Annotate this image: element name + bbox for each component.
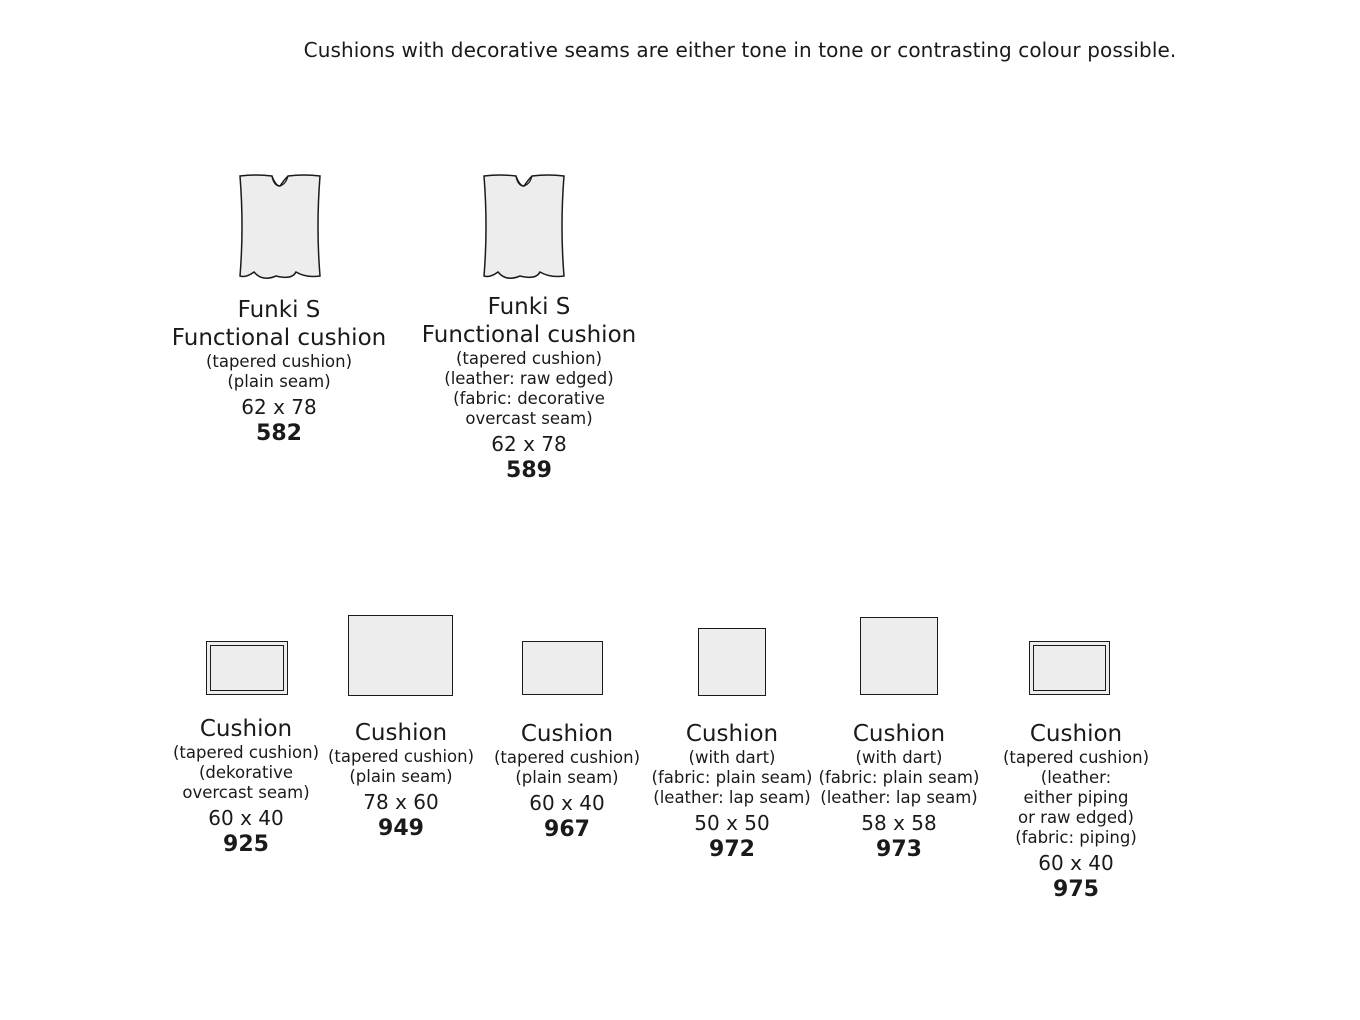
cushion-972-shape-icon (698, 628, 766, 696)
item-title: Cushion (1029, 721, 1123, 747)
funki-s-582-pillow-icon (236, 172, 324, 282)
item-detail: (fabric: decorative (453, 389, 605, 408)
item-detail: overcast seam) (465, 409, 593, 428)
item-dimensions: 58 x 58 (861, 811, 937, 835)
page-note: Cushions with decorative seams are either tone in tone or contrasting colour possible. (303, 38, 1177, 62)
item-detail: (leather: raw edged) (444, 369, 614, 388)
item-detail: (dekorative (199, 763, 293, 782)
cushion-925-caption (173, 715, 319, 859)
cushion-975-caption (1003, 720, 1149, 904)
funki-s-589-pillow-icon (480, 172, 568, 282)
cushion-973-caption (819, 720, 980, 864)
item-subtitle: Functional cushion (171, 325, 387, 351)
item-subtitle: Functional cushion (421, 322, 637, 348)
item-dimensions: 50 x 50 (694, 811, 770, 835)
item-detail: (leather: (1040, 768, 1112, 787)
item-detail: (leather: lap seam) (653, 788, 811, 807)
item-detail: (plain seam) (515, 768, 619, 787)
item-code: 967 (544, 817, 590, 842)
item-detail: (tapered cushion) (455, 349, 603, 368)
item-code: 949 (378, 816, 424, 841)
item-detail: (tapered cushion) (205, 352, 353, 371)
item-title: Cushion (199, 716, 293, 742)
item-detail: (tapered cushion) (493, 748, 641, 767)
item-detail: (fabric: plain seam) (818, 768, 980, 787)
cushion-967-shape-icon (522, 641, 603, 695)
cushion-967-caption (494, 720, 640, 844)
cushion-949-caption (328, 719, 474, 843)
item-code: 589 (506, 458, 552, 483)
item-detail: (plain seam) (227, 372, 331, 391)
item-dimensions: 62 x 78 (491, 432, 567, 456)
cushion-973-shape-icon (860, 617, 938, 695)
item-code: 582 (256, 421, 302, 446)
cushion-975-shape-icon (1029, 641, 1110, 695)
item-detail: or raw edged) (1018, 808, 1134, 827)
cushion-925-shape-icon (206, 641, 288, 695)
funki-s-582-caption (172, 296, 386, 448)
item-dimensions: 60 x 40 (529, 791, 605, 815)
item-detail: (leather: lap seam) (820, 788, 978, 807)
funki-s-589-caption (422, 293, 636, 485)
cushion-972-caption (652, 720, 813, 864)
item-detail: overcast seam) (182, 783, 310, 802)
item-dimensions: 62 x 78 (241, 395, 317, 419)
item-detail: (tapered cushion) (327, 747, 475, 766)
item-title: Cushion (852, 721, 946, 747)
item-detail: either piping (1023, 788, 1129, 807)
item-title: Cushion (354, 720, 448, 746)
item-detail: (fabric: plain seam) (651, 768, 813, 787)
item-title: Cushion (685, 721, 779, 747)
item-detail: (with dart) (855, 748, 943, 767)
item-title: Cushion (520, 721, 614, 747)
item-dimensions: 78 x 60 (363, 790, 439, 814)
item-dimensions: 60 x 40 (208, 806, 284, 830)
item-detail: (tapered cushion) (1002, 748, 1150, 767)
item-title: Funki S (487, 294, 571, 320)
item-code: 972 (709, 837, 755, 862)
item-detail: (tapered cushion) (172, 743, 320, 762)
item-detail: (plain seam) (349, 767, 453, 786)
item-title: Funki S (237, 297, 321, 323)
item-code: 975 (1053, 877, 1099, 902)
item-dimensions: 60 x 40 (1038, 851, 1114, 875)
cushion-949-shape-icon (348, 615, 453, 696)
item-detail: (fabric: piping) (1015, 828, 1137, 847)
item-detail: (with dart) (688, 748, 776, 767)
item-code: 925 (223, 832, 269, 857)
item-code: 973 (876, 837, 922, 862)
